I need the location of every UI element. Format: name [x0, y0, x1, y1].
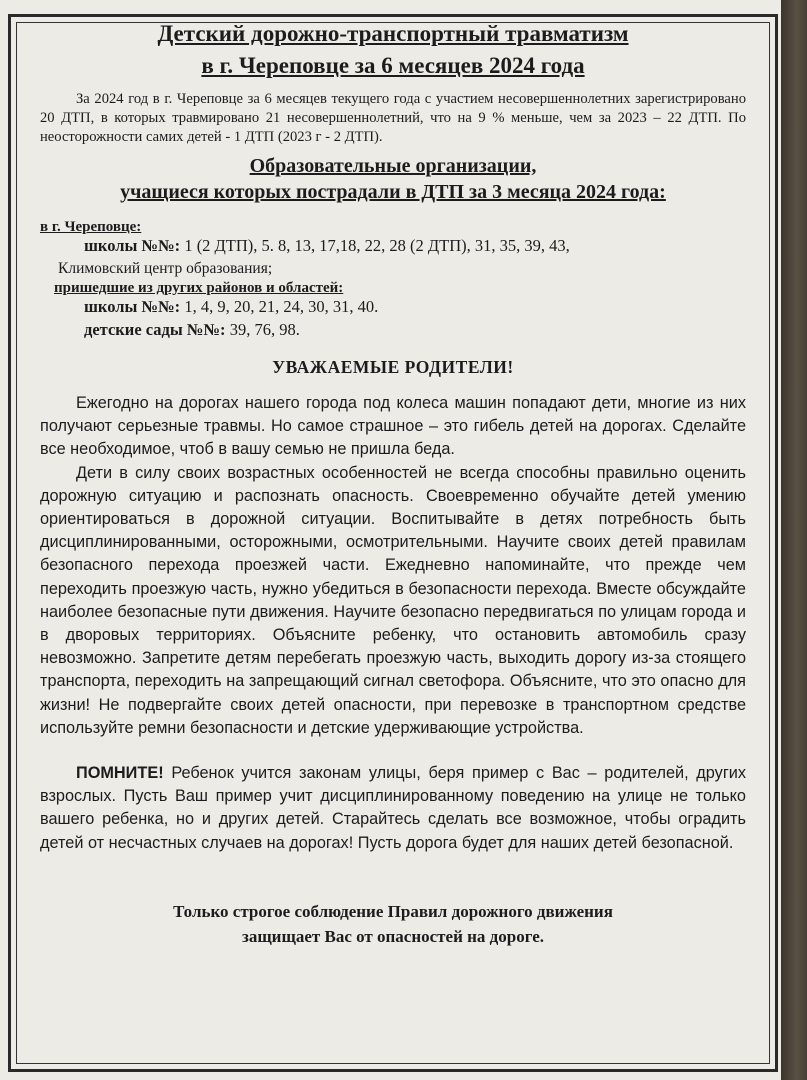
footer-line1: Только строгое соблюдение Правил дорожного движения: [173, 901, 613, 921]
city-schools-label: школы №№:: [84, 236, 181, 255]
document-content: [40, 18, 746, 949]
city-section: [40, 219, 746, 280]
other-kinder-label: детские сады №№:: [84, 320, 226, 339]
other-schools-label: школы №№:: [84, 297, 181, 316]
remember-text: Ребенок учится законам улицы, беря пример с Вас – родителей, других взрослых. Пусть Ваш пример учит дисциплинированному поведению на улице не только вашего ребенка, но и других детей. Старайтесь сделать все возможное, чтобы оградить детей от несчастных случаев на дорогах! Пусть дорога будет для наших детей безопасной.: [40, 764, 746, 852]
other-heading: пришедшие из других районов и областей:: [54, 280, 344, 296]
other-kinder-value: 39, 76, 98.: [225, 320, 300, 339]
appeal-heading: УВАЖАЕМЫЕ РОДИТЕЛИ!: [272, 357, 514, 377]
background-edge: [781, 0, 807, 1080]
orgs-title-line2: учащиеся которых пострадали в ДТП за 3 месяца 2024 года:: [120, 181, 666, 203]
document-title-line1: Детский дорожно-транспортный травматизм: [157, 21, 629, 46]
city-schools-value: 1 (2 ДТП), 5. 8, 13, 17,18, 22, 28 (2 ДТП), 31, 35, 39, 43,: [180, 236, 570, 255]
other-section: [40, 280, 746, 341]
remember-label: ПОМНИТЕ!: [76, 764, 164, 783]
remember-paragraph: [40, 762, 746, 855]
other-schools-line: [40, 295, 746, 318]
footer-line2: защищает Вас от опасностей на дороге.: [242, 926, 544, 946]
city-heading: в г. Череповце:: [40, 219, 142, 235]
other-schools-value: 1, 4, 9, 20, 21, 24, 30, 31, 40.: [180, 297, 379, 316]
city-schools-line: [40, 234, 746, 257]
paragraph-2: Дети в силу своих возрастных особенностей не всегда способны правильно оценить дорожную ситуацию и распознать опасность. Своевременно обучайте детей умению ориентироваться в дорожной ситуации. Воспитывайте в детях потребность быть дисциплинированными, осторожными, осмотрительными. Научите своих детей правилам безопасного перехода проезжей части. Ежедневно напоминайте, что прежде чем переходить проезжую часть, нужно убедиться в безопасности перехода. Вместе обсуждайте наиболее безопасные пути движения. Научите безопасно передвигаться по улицам города и в дворовых территориях. Объясните ребенку, что остановить автомобиль сразу невозможно. Запретите детям перебегать проезжую часть, выходить дорогу из-за стоящего транспорта, переходить на запрещающий сигнал светофора. Объясните, что это опасно для жизни! Не подвергайте своих детей опасности, при перевозке в транспортном средстве используйте ремни безопасности и детские удерживающие устройства.: [40, 463, 746, 737]
city-center-line: Климовский центр образования;: [58, 260, 273, 277]
document-title-line2: в г. Череповце за 6 месяцев 2024 года: [201, 53, 585, 78]
orgs-title-line1: Образовательные организации,: [249, 155, 537, 177]
paragraph-1: Ежегодно на дорогах нашего города под колеса машин попадают дети, многие из них получают серьезные травмы. Но самое страшное – это гибель детей на дорогах. Сделайте все необходимое, чтоб в вашу семью не пришла беда.: [40, 394, 746, 459]
intro-paragraph: За 2024 год в г. Череповце за 6 месяцев текущего года с участием несовершеннолетних зарегистрировано 20 ДТП, в которых травмировано 21 несовершеннолетний, что на 9 % меньше, чем за 2023 – 22 ДТП. По неосторожности самих детей - 1 ДТП (2023 г - 2 ДТП).: [40, 91, 746, 145]
footer-note: [40, 899, 746, 949]
other-kinder-line: [40, 318, 746, 341]
